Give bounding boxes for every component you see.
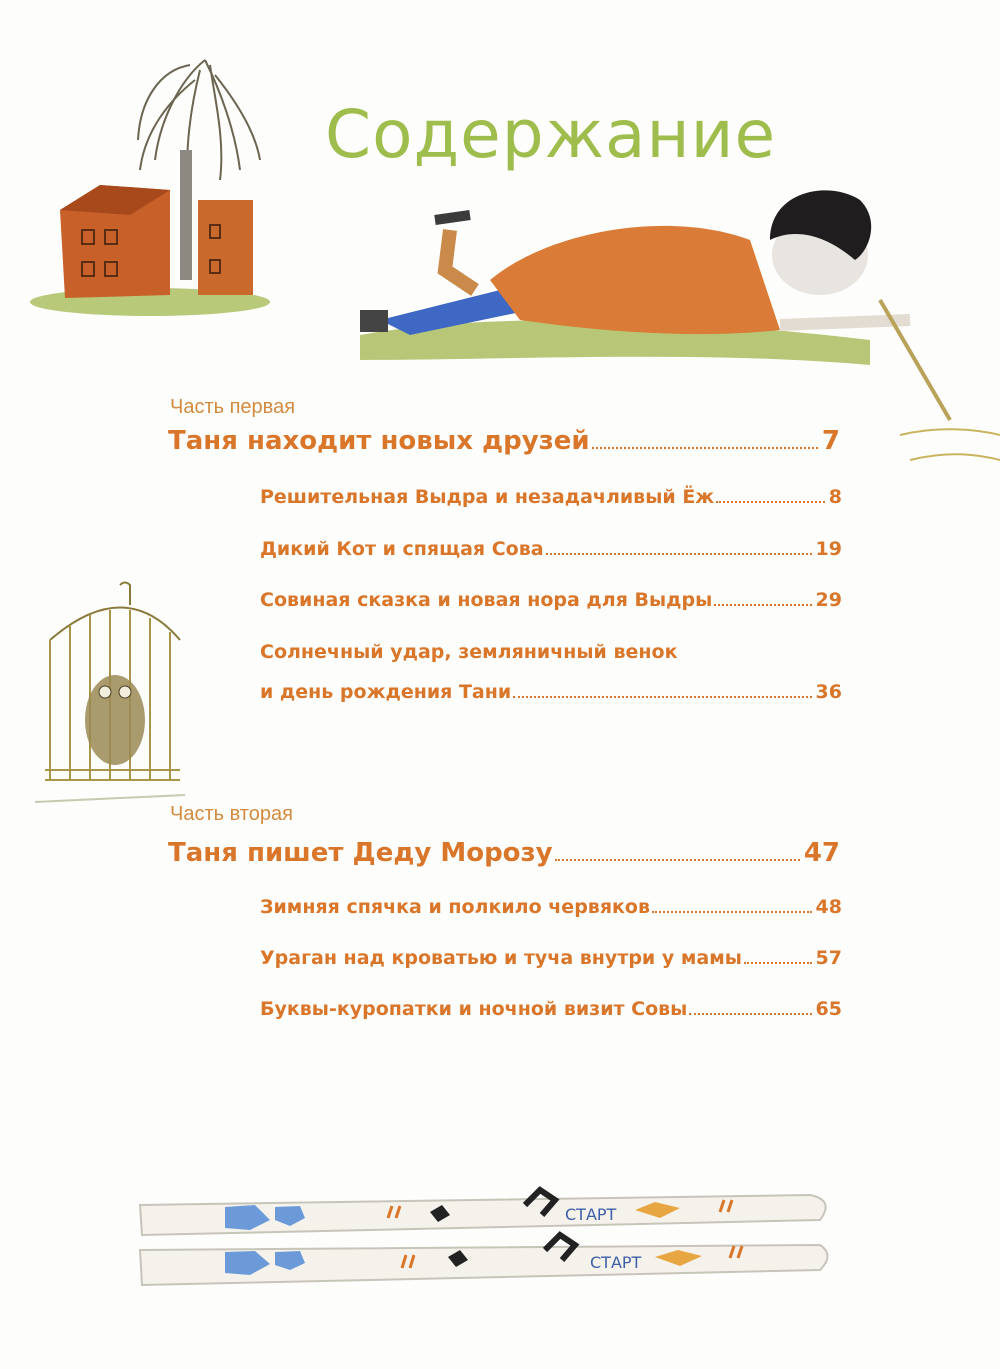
dot-leader: [513, 696, 811, 698]
dot-leader: [546, 553, 812, 555]
dot-leader: [744, 962, 812, 964]
page-number: 48: [815, 896, 842, 918]
page-number: 57: [815, 947, 842, 969]
toc-chapter-row[interactable]: [260, 589, 842, 612]
page-number: 47: [803, 838, 840, 868]
toc-heading-title: Таня находит новых друзей: [168, 426, 590, 456]
part-label: Часть первая: [170, 396, 296, 418]
dot-leader: [555, 859, 800, 861]
toc-heading-row[interactable]: [168, 838, 840, 868]
dot-leader: [714, 604, 811, 606]
page-title: Содержание: [325, 96, 777, 173]
part-label: Часть вторая: [170, 803, 293, 825]
toc-heading-row[interactable]: [168, 426, 840, 456]
toc-chapter-title: Ураган над кроватью и туча внутри у мамы: [260, 947, 742, 969]
toc-chapter-title: и день рождения Тани: [260, 681, 512, 703]
skis-illustration: [130, 1160, 850, 1310]
toc-chapter-title: Совиная сказка и новая нора для Выдры: [260, 589, 713, 611]
toc-chapter-row[interactable]: [260, 998, 842, 1021]
toc-chapter-line1: Солнечный удар, земляничный венок: [260, 641, 678, 663]
toc-chapter-row[interactable]: [260, 681, 842, 704]
toc-chapter-row[interactable]: [260, 538, 842, 561]
toc-chapter-row[interactable]: [260, 896, 842, 919]
ski-start-label-top: СТАРТ: [565, 1205, 617, 1224]
toc-chapter-title: Дикий Кот и спящая Сова: [260, 538, 544, 560]
ski-start-label-bottom: СТАРТ: [590, 1253, 642, 1272]
page-number: 7: [821, 426, 840, 456]
dot-leader: [716, 501, 825, 503]
toc-chapter-title: Буквы-куропатки и ночной визит Совы: [260, 998, 688, 1020]
owl-cage-illustration: [30, 580, 190, 810]
toc-chapter-row[interactable]: [260, 947, 842, 970]
toc-heading-title: Таня пишет Деду Морозу: [168, 838, 553, 868]
dot-leader: [689, 1013, 811, 1015]
page-number: 65: [815, 998, 842, 1020]
toc-chapter-row[interactable]: [260, 486, 842, 509]
page-number: 36: [815, 681, 842, 703]
page-number: 19: [815, 538, 842, 560]
page-number: 29: [815, 589, 842, 611]
toc-chapter-title: Решительная Выдра и незадачливый Ёж: [260, 486, 715, 508]
page-number: 8: [828, 486, 842, 508]
toc-chapter-title: Зимняя спячка и полкило червяков: [260, 896, 650, 918]
dot-leader: [592, 447, 818, 449]
dot-leader: [652, 911, 812, 913]
houses-tree-illustration: [20, 40, 310, 325]
